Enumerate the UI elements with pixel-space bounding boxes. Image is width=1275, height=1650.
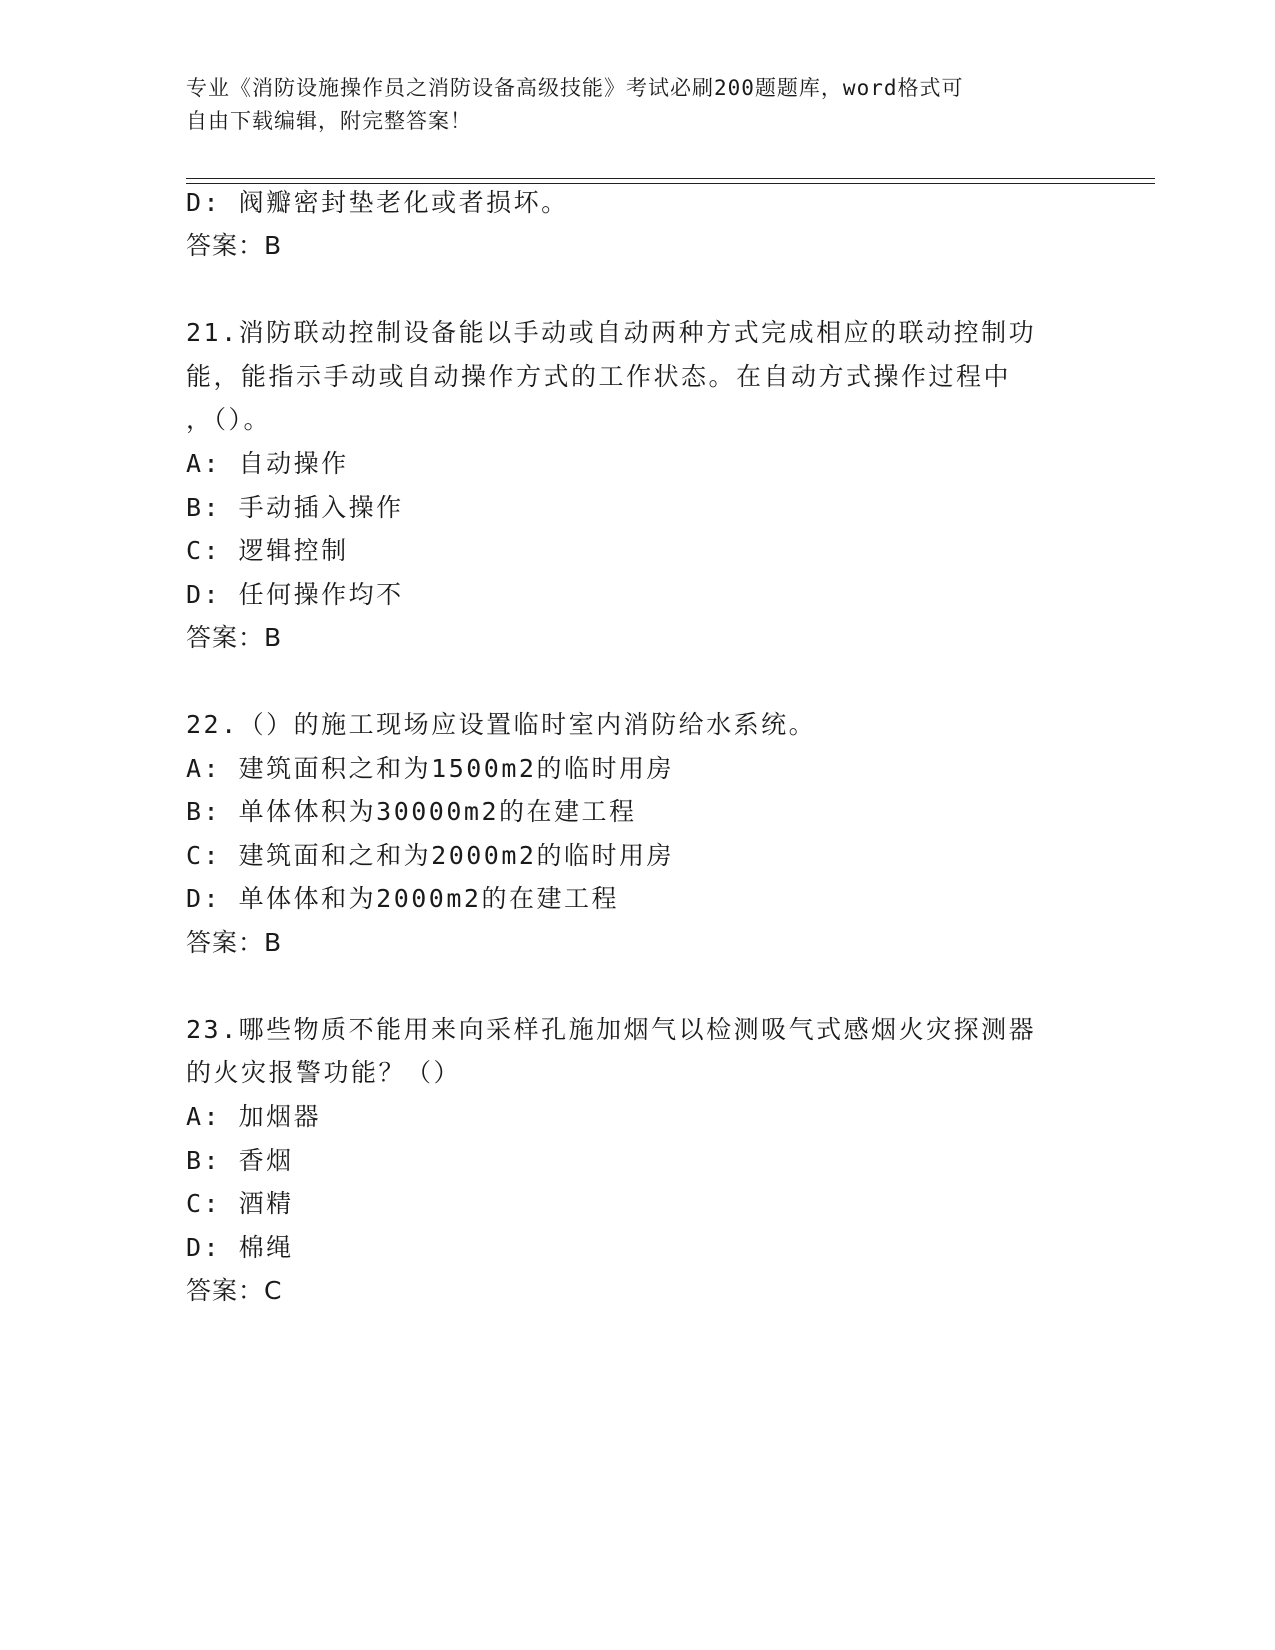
q23-stem-line-2: 的火灾报警功能？（） — [186, 1058, 462, 1087]
q21-stem-line-1: 21.消防联动控制设备能以手动或自动两种方式完成相应的联动控制功 — [186, 318, 1037, 347]
q22-stem-line-1: 22.（）的施工现场应设置临时室内消防给水系统。 — [186, 710, 817, 739]
q23-option-a: A: 加烟器 — [186, 1102, 322, 1131]
q22-option-c: C: 建筑面和之和为2000m2的临时用房 — [186, 841, 674, 870]
q21-option-b: B: 手动插入操作 — [186, 493, 404, 522]
header-title-line-2: 自由下载编辑，附完整答案！ — [186, 109, 472, 133]
q21-answer: 答案：B — [186, 623, 283, 652]
q22-option-d: D: 单体体和为2000m2的在建工程 — [186, 884, 619, 913]
q23-answer: 答案：C — [186, 1276, 283, 1305]
header-title-line-1: 专业《消防设施操作员之消防设备高级技能》考试必刷200题题库，word格式可 — [186, 76, 964, 100]
q21-stem-line-3: ，（）。 — [186, 405, 272, 434]
q21-option-d: D: 任何操作均不 — [186, 580, 404, 609]
document-header — [186, 72, 1066, 138]
q23-stem-line-1: 23.哪些物质不能用来向采样孔施加烟气以检测吸气式感烟火灾探测器 — [186, 1015, 1037, 1044]
q21-option-c: C: 逻辑控制 — [186, 536, 349, 565]
q22-answer: 答案：B — [186, 928, 283, 957]
q23-option-c: C: 酒精 — [186, 1189, 294, 1218]
q23-option-b: B: 香烟 — [186, 1146, 294, 1175]
prev-answer: 答案：B — [186, 231, 283, 260]
prev-option-d: D: 阀瓣密封垫老化或者损坏。 — [186, 188, 569, 217]
q21-stem-line-2: 能，能指示手动或自动操作方式的工作状态。在自动方式操作过程中 — [186, 362, 1012, 391]
q22-option-b: B: 单体体积为30000m2的在建工程 — [186, 797, 637, 826]
q21-option-a: A: 自动操作 — [186, 449, 349, 478]
q22-option-a: A: 建筑面积之和为1500m2的临时用房 — [186, 754, 674, 783]
q23-option-d: D: 棉绳 — [186, 1233, 294, 1262]
